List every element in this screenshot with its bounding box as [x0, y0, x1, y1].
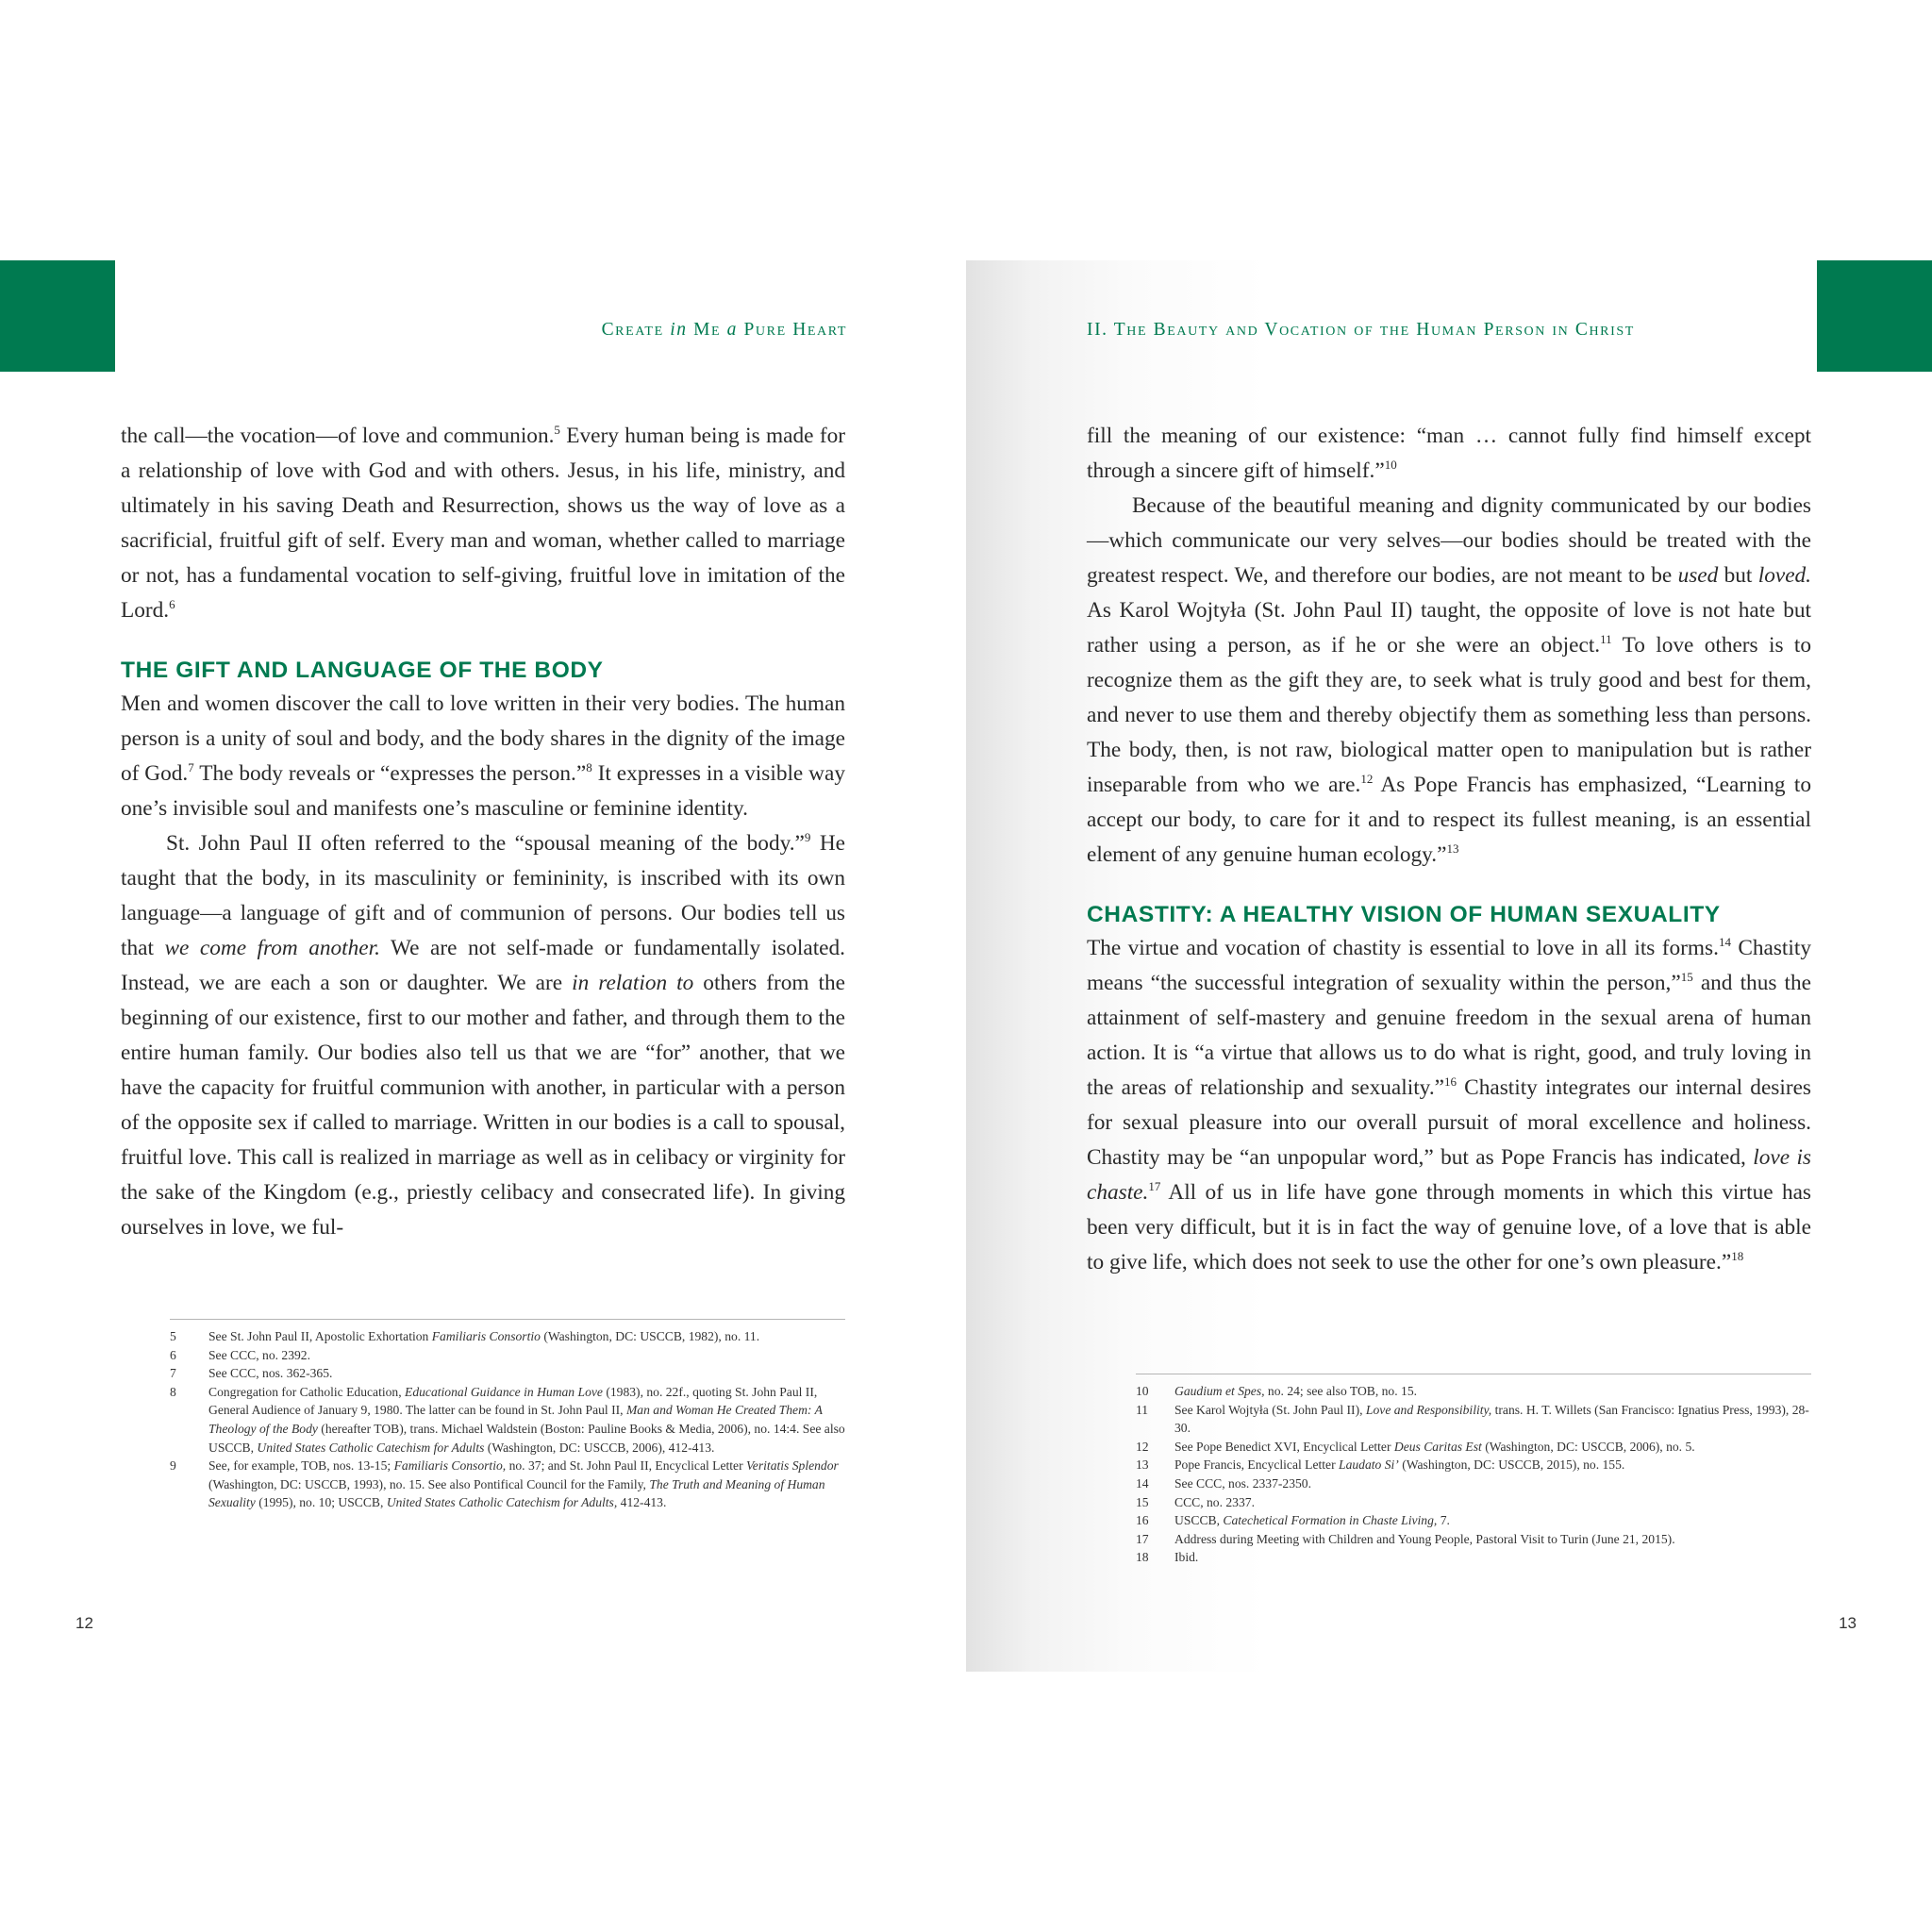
left-page	[0, 260, 966, 1672]
paragraph: fill the meaning of our existence: “man … cannot fully find himself except through a sincere gift of himself.”$^{10}$	[1087, 424, 1811, 483]
footnote-ref: 12	[1360, 772, 1374, 786]
footnote-ref: 13	[1446, 841, 1459, 856]
footnote: 11 See Karol Wojtyła (St. John Paul II), Love and Responsibility, trans. H. T. Willets (San Francisco: Ignatius Press, 1993), 28-30.	[1136, 1402, 1809, 1436]
footnote-ref: 17	[1148, 1179, 1161, 1193]
footnote: 10 Gaudium et Spes, no. 24; see also TOB, no. 15.	[1136, 1384, 1418, 1398]
footnote-ref: 11	[1600, 632, 1612, 646]
section-heading: CHASTITY: A HEALTHY VISION OF HUMAN SEXUALITY	[1087, 902, 1721, 927]
left-running-head: Create in Me a Pure Heart	[601, 320, 847, 340]
paragraph: Men and women discover the call to love written in their very bodies. The human person is a unity of soul and body, and the body shares in the dignity of the image of God.$^7$ The body reveals or “expresses the person.”$^8$ It expresses in a visible way one’s invisible soul and manifests one’s masculine or feminine identity.	[121, 691, 845, 821]
left-body-text	[121, 419, 845, 1245]
book-spread	[0, 260, 1932, 1672]
footnote-ref: 6	[169, 597, 175, 611]
footnote: 6 See CCC, no. 2392.	[170, 1347, 310, 1362]
footnote: 13 Pope Francis, Encyclical Letter Laudato Si’ (Washington, DC: USCCB, 2015), no. 155.	[1136, 1457, 1625, 1473]
footnote: 12 See Pope Benedict XVI, Encyclical Letter Deus Caritas Est (Washington, DC: USCCB, 2006), no. 5.	[1136, 1439, 1695, 1454]
footnote: 18 Ibid.	[1136, 1550, 1199, 1565]
footnote-ref: 16	[1443, 1074, 1457, 1089]
footnote-ref: 14	[1718, 935, 1731, 949]
left-color-tab	[0, 260, 115, 372]
paragraph: St. John Paul II often referred to the “spousal meaning of the body.”$^9$ He taught that the body, in its masculinity or femininity, is inscribed with its own language—a language of gift and of communion of persons. Our bodies tell us that we come from another. We are not self-made or fundamentally isolated. Instead, we are each a son or daughter. We are in relation to others from the beginning of our existence, first to our mother and father, and through them to the entire human family. Our bodies also tell us that we are “for” another, that we have the capacity for fruitful communion with another, in particular with a person of the opposite sex if called to marriage. Written in our bodies is a call to spousal, fruitful love. This call is realized in marriage as well as in celibacy or virginity for the sake of the Kingdom (e.g., priestly celibacy and consecrated life). In giving ourselves in love, we ful-	[121, 830, 846, 1240]
footnote-ref: 18	[1731, 1249, 1744, 1263]
footnote: 16 USCCB, Catechetical Formation in Chaste Living, 7.	[1136, 1513, 1450, 1528]
footnote: 14 See CCC, nos. 2337-2350.	[1136, 1475, 1312, 1491]
page-number: 12	[75, 1614, 93, 1632]
left-footnotes	[170, 1319, 845, 1512]
footnote: 9 See, for example, TOB, nos. 13-15; Familiaris Consortio, no. 37; and St. John Paul II, Encyclical Letter Veritatis Splendor (Washington, DC: USCCB, 1993), no. 15. See also Pontifical Council for the Family, The Truth and Meaning of Human Sexuality (1995), no. 10; USCCB, United States Catholic Catechism for Adults, 412-413.	[170, 1458, 839, 1510]
footnote-ref: 9	[804, 830, 811, 844]
footnote-ref: 10	[1384, 458, 1397, 472]
footnote: 5 See St. John Paul II, Apostolic Exhortation Familiaris Consortio (Washington, DC: USCCB, 1982), no. 11.	[170, 1329, 760, 1343]
right-running-head: II. The Beauty and Vocation of the Human Person in Christ	[1087, 320, 1635, 340]
footnote: 17 Address during Meeting with Children and Young People, Pastoral Visit to Turin (June 21, 2015).	[1136, 1531, 1675, 1546]
footnote-ref: 7	[188, 760, 194, 774]
section-heading: THE GIFT AND LANGUAGE OF THE BODY	[121, 658, 604, 683]
footnote: 15 CCC, no. 2337.	[1136, 1494, 1255, 1509]
right-body-text	[1087, 419, 1811, 1280]
right-footnotes	[1136, 1374, 1811, 1567]
footnote-ref: 5	[554, 423, 560, 437]
footnote-ref: 8	[586, 760, 592, 774]
footnote: 7 See CCC, nos. 362-365.	[170, 1366, 333, 1381]
right-page	[966, 260, 1932, 1672]
paragraph: the call—the vocation—of love and communion.$^5$ Every human being is made for a relationship of love with God and with others. Jesus, in his life, ministry, and ultimately in his saving Death and Resurrection, shows us the way of love as a sacrificial, fruitful gift of self. Every man and woman, whether called to marriage or not, has a fundamental vocation to self-giving, fruitful love in imitation of the Lord.$^6$	[121, 423, 845, 623]
right-color-tab	[1817, 260, 1932, 372]
footnote: 8 Congregation for Catholic Education, Educational Guidance in Human Love (1983), no. 22f., quoting St. John Paul II, General Audience of January 9, 1980. The latter can be found in St. John Paul II, Man and Woman He Created Them: A Theology of the Body (hereafter TOB), trans. Michael Waldstein (Boston: Pauline Books & Media, 2006), no. 14:4. See also USCCB, United States Catholic Catechism for Adults (Washington, DC: USCCB, 2006), 412-413.	[170, 1384, 845, 1455]
footnote-ref: 15	[1680, 970, 1693, 984]
paragraph: The virtue and vocation of chastity is essential to love in all its forms.$^{14}$ Chastity means “the successful integration of sexuality within the person,”$^{15}$ and thus the attainment of self-mastery and genuine freedom in the sexual arena of human action. It is “a virtue that allows us to do what is right, good, and truly loving in the areas of relationship and sexuality.”$^{16}$ Chastity integrates our internal desires for sexual pleasure into our overall pursuit of moral excellence and holiness. Chastity may be “an unpopular word,” but as Pope Francis has indicated, love is chaste.$^{17}$ All of us in life have gone through moments in which this virtue has been very difficult, but it is in fact the way of genuine love, of a love that is able to give life, which does not seek to use the other for one’s own pleasure.”$^{18}$	[1087, 935, 1812, 1274]
page-number: 13	[1839, 1614, 1857, 1632]
paragraph: Because of the beautiful meaning and dignity communicated by our bodies—which communicate our very selves—our bodies should be treated with the greatest respect. We, and therefore our bodies, are not meant to be used but loved. As Karol Wojtyła (St. John Paul II) taught, the opposite of love is not hate but rather using a person, as if he or she were an object.$^{11}$ To love others is to recognize them as the gift they are, to seek what is truly good and best for them, and never to use them and thereby objectify them as something less than persons. The body, then, is not raw, biological matter open to manipulation but is rather inseparable from who we are.$^{12}$ As Pope Francis has emphasized, “Learning to accept our body, to care for it and to respect its fullest meaning, is an essential element of any genuine human ecology.”$^{13}$	[1087, 493, 1812, 867]
